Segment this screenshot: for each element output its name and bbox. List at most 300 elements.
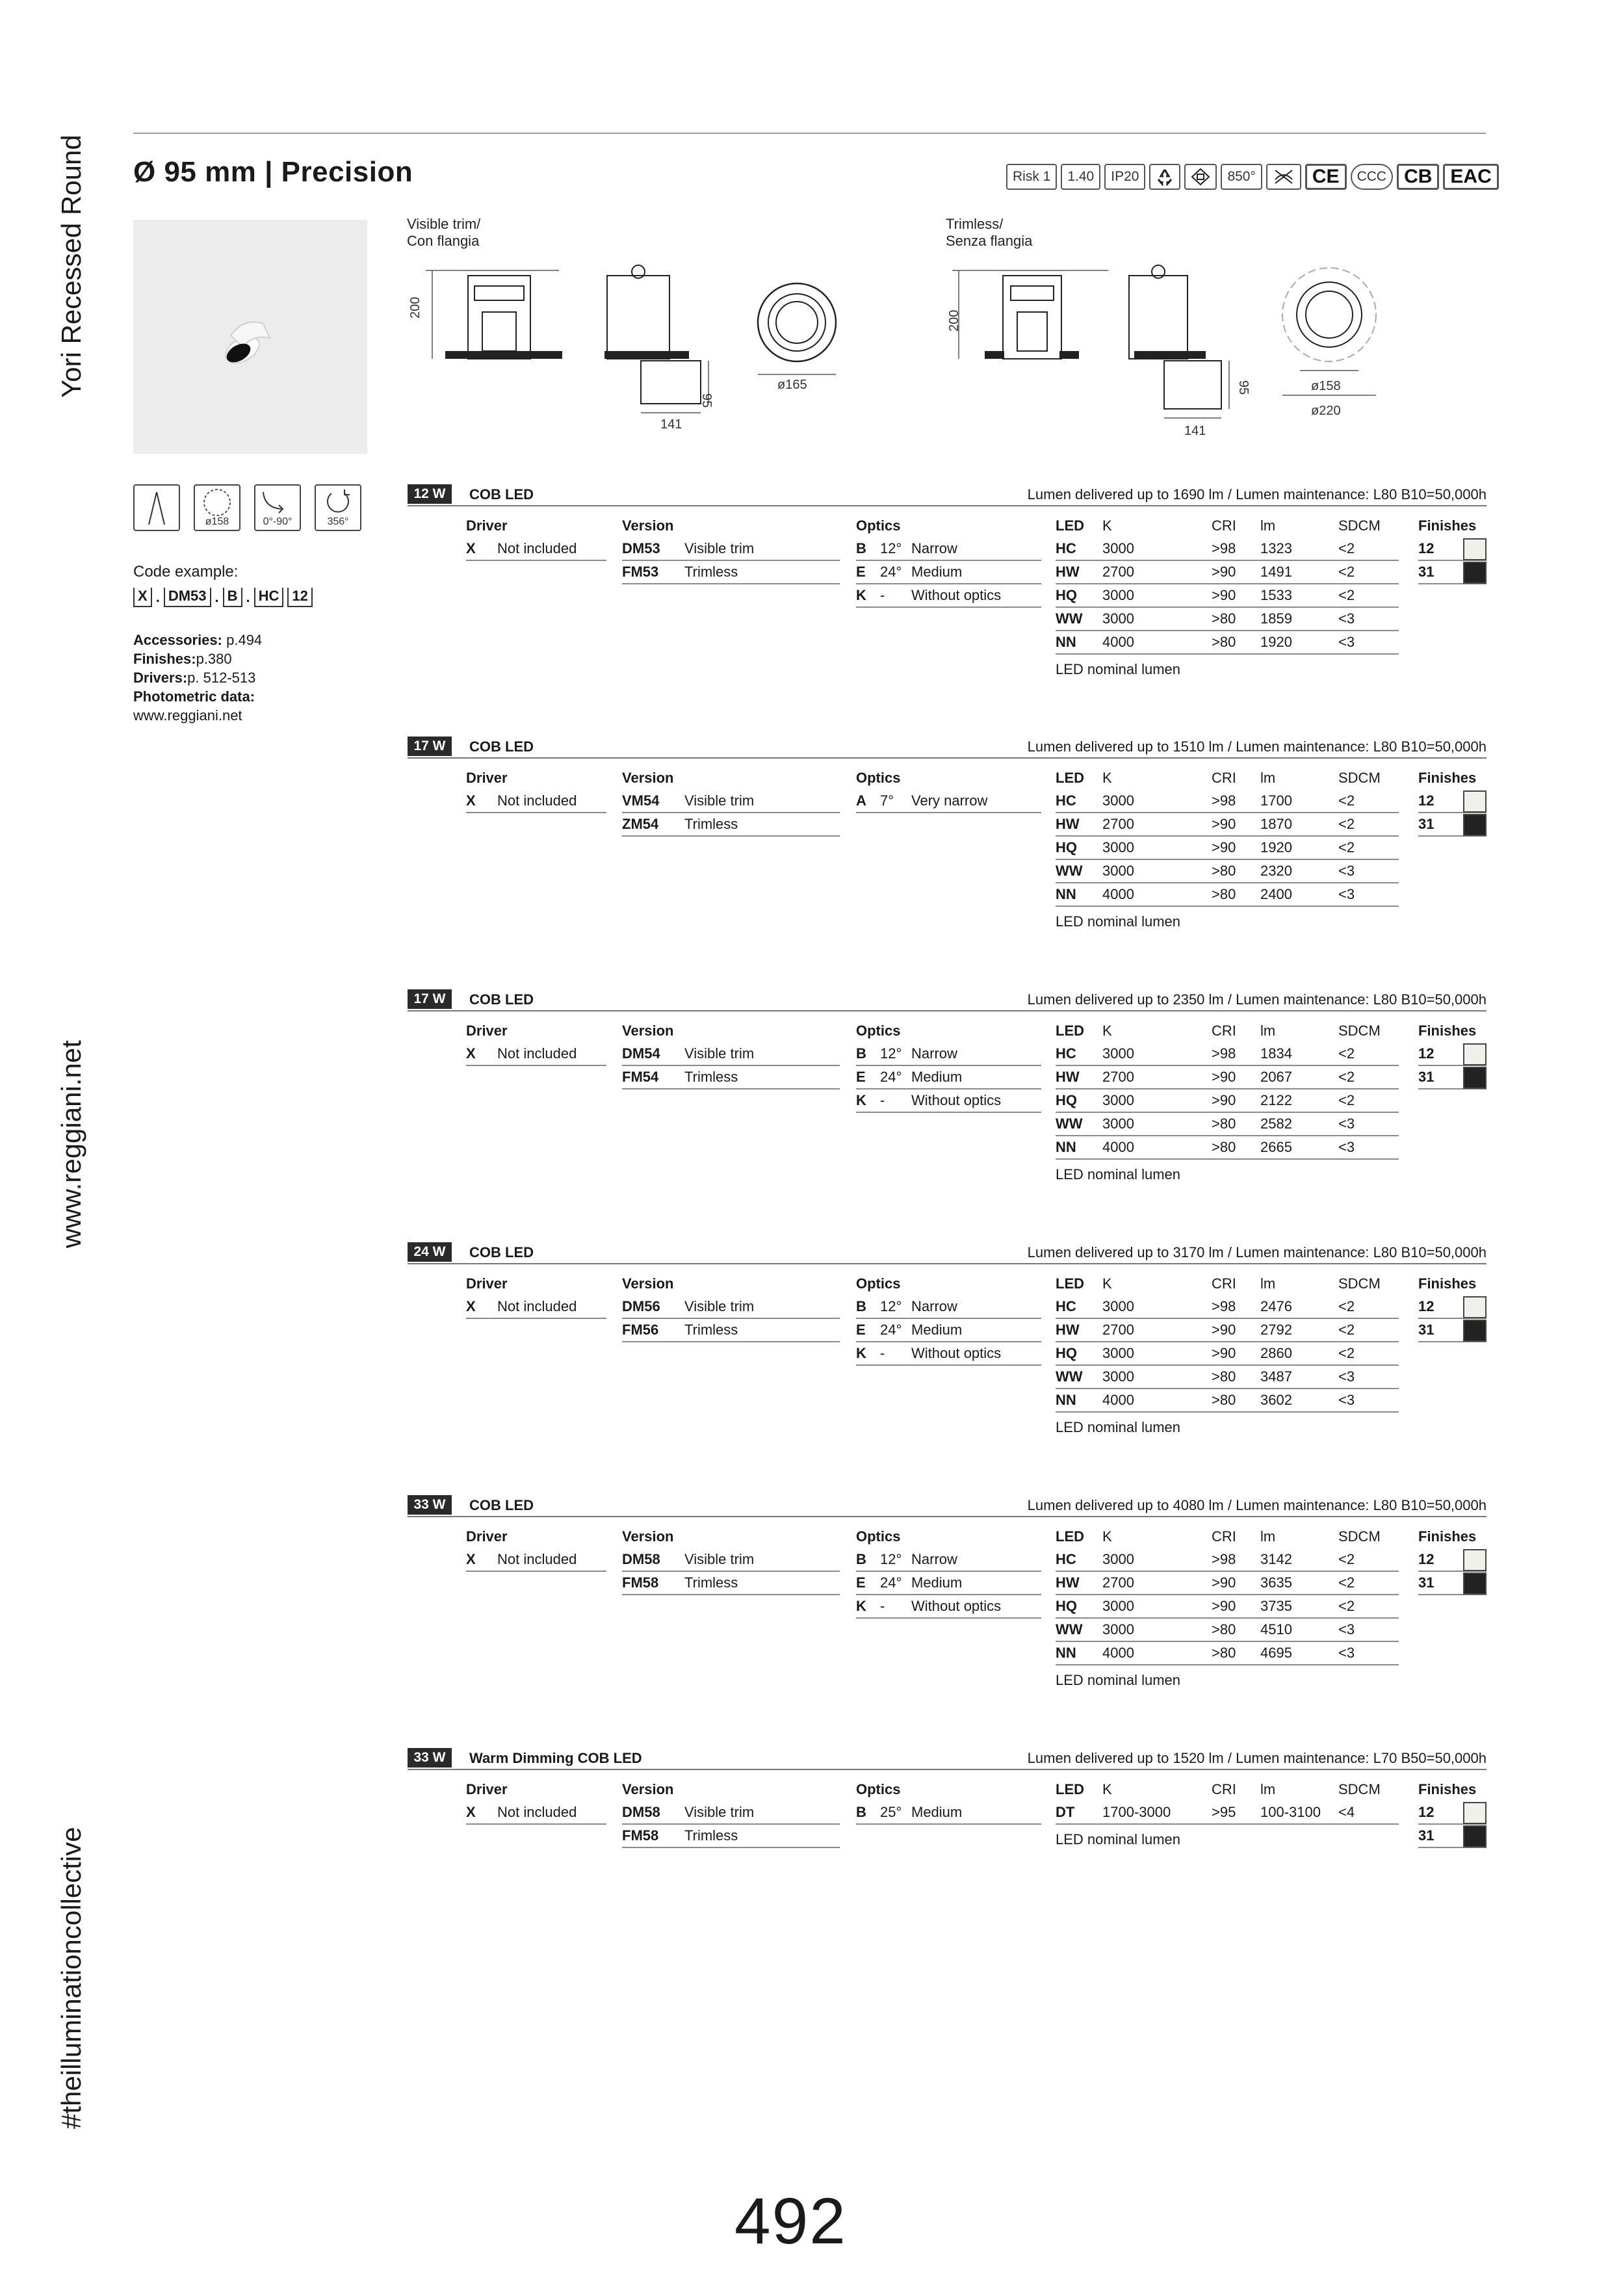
led-header-k: K [1102, 517, 1112, 534]
version-option[interactable] [622, 1066, 840, 1089]
led-lm: 2476 [1260, 1298, 1292, 1314]
led-lm: 2582 [1260, 1115, 1292, 1132]
led-header-sdcm: SDCM [1338, 1275, 1381, 1292]
led-option[interactable] [1056, 1548, 1399, 1572]
led-code: HC [1056, 540, 1076, 556]
spec-section [408, 484, 1487, 694]
finish-option[interactable] [1418, 1801, 1487, 1825]
led-header-led: LED [1056, 1781, 1084, 1797]
optics-code: E [856, 1574, 866, 1591]
driver-desc: Not included [497, 1551, 577, 1567]
optics-option[interactable] [856, 1089, 1041, 1113]
dim-trimless-height: 200 [947, 309, 961, 332]
version-code: FM56 [622, 1322, 659, 1338]
optics-angle: 24° [880, 1069, 902, 1085]
led-cri: >80 [1212, 1645, 1236, 1661]
version-desc: Visible trim [684, 792, 755, 809]
finish-code: 12 [1418, 540, 1435, 556]
optics-option[interactable] [856, 1066, 1041, 1089]
optics-code: E [856, 1069, 866, 1085]
led-header-cri: CRI [1212, 1781, 1236, 1797]
led-sdcm: <2 [1338, 540, 1355, 556]
driver-column [466, 1272, 606, 1319]
led-cri: >90 [1212, 816, 1236, 832]
optics-angle: 25° [880, 1804, 902, 1820]
cert-risk: Risk 1 [1006, 164, 1057, 190]
driver-option[interactable] [466, 1043, 606, 1066]
section-header [408, 737, 1487, 759]
finish-code: 12 [1418, 1551, 1435, 1567]
led-lm: 1834 [1260, 1045, 1292, 1062]
version-option[interactable] [622, 1296, 840, 1319]
led-sdcm: <2 [1338, 564, 1355, 580]
led-k: 4000 [1102, 1645, 1134, 1661]
version-option[interactable] [622, 1572, 840, 1595]
side-website[interactable]: www.reggiani.net [56, 1040, 86, 1248]
led-option[interactable] [1056, 1342, 1399, 1366]
version-code: FM58 [622, 1827, 659, 1844]
led-cri: >90 [1212, 1345, 1236, 1361]
led-lm: 2067 [1260, 1069, 1292, 1085]
led-header-cri: CRI [1212, 1023, 1236, 1039]
optics-code: K [856, 1598, 866, 1614]
section-header [408, 1495, 1487, 1517]
finish-swatch [1463, 1825, 1487, 1847]
led-header-k: K [1102, 770, 1112, 786]
led-code: HQ [1056, 839, 1077, 855]
led-option[interactable] [1056, 1366, 1399, 1389]
led-sdcm: <4 [1338, 1804, 1355, 1820]
led-sdcm: <2 [1338, 792, 1355, 809]
led-sdcm: <2 [1338, 1322, 1355, 1338]
version-code: FM54 [622, 1069, 659, 1085]
led-code: WW [1056, 1621, 1083, 1637]
finish-swatch [1463, 1296, 1487, 1318]
driver-column [466, 1778, 606, 1825]
led-nominal-note: LED nominal lumen [1056, 1419, 1180, 1435]
led-k: 1700-3000 [1102, 1804, 1171, 1820]
info-block: Accessories: p.494 Finishes:p.380 Drivers:p. 512-513 Photometric data: www.reggiani.net [133, 632, 263, 724]
led-nominal-note: LED nominal lumen [1056, 913, 1180, 930]
version-header: Version [622, 517, 674, 534]
finishes-column [1418, 1778, 1487, 1848]
version-header: Version [622, 1275, 674, 1292]
optics-desc: Medium [911, 1804, 963, 1820]
led-option[interactable] [1056, 1043, 1399, 1066]
led-k: 4000 [1102, 886, 1134, 902]
led-header-cri: CRI [1212, 770, 1236, 786]
led-option[interactable] [1056, 1089, 1399, 1113]
led-cri: >90 [1212, 564, 1236, 580]
cert-ip: IP20 [1104, 164, 1145, 190]
led-code: WW [1056, 863, 1083, 879]
optics-option[interactable] [856, 584, 1041, 608]
version-option[interactable] [622, 1548, 840, 1572]
led-k: 3000 [1102, 610, 1134, 627]
led-k: 3000 [1102, 1551, 1134, 1567]
lumen-info: Lumen delivered up to 4080 lm / Lumen maintenance: L80 B10=50,000h [1027, 1497, 1487, 1513]
led-option[interactable] [1056, 584, 1399, 608]
led-column [1056, 1525, 1399, 1689]
driver-option[interactable] [466, 1548, 606, 1572]
version-option[interactable] [622, 1801, 840, 1825]
led-sdcm: <2 [1338, 1345, 1355, 1361]
led-cri: >90 [1212, 1598, 1236, 1614]
led-option[interactable] [1056, 1642, 1399, 1665]
led-lm: 3635 [1260, 1574, 1292, 1591]
led-code: HC [1056, 792, 1076, 809]
version-code: FM53 [622, 564, 659, 580]
finish-swatch [1463, 1572, 1487, 1595]
led-k: 2700 [1102, 1574, 1134, 1591]
optics-code: B [856, 1045, 866, 1062]
trimless-label: Trimless/ Senza flangia [946, 216, 1033, 249]
driver-header: Driver [466, 1528, 508, 1545]
code-part-version: DM53 [164, 588, 211, 607]
spec-section [408, 737, 1487, 946]
optics-angle: 7° [880, 792, 894, 809]
version-option[interactable] [622, 1319, 840, 1342]
led-sdcm: <2 [1338, 1551, 1355, 1567]
code-example: X . DM53 . B . HC 12 [133, 588, 313, 607]
led-sdcm: <3 [1338, 1368, 1355, 1385]
version-code: VM54 [622, 792, 660, 809]
driver-option[interactable] [466, 1296, 606, 1319]
optics-header: Optics [856, 1275, 901, 1292]
led-option[interactable] [1056, 1296, 1399, 1319]
code-part-finish: 12 [287, 588, 312, 607]
led-lm: 3735 [1260, 1598, 1292, 1614]
version-option[interactable] [622, 813, 840, 837]
finish-option[interactable] [1418, 1043, 1487, 1066]
version-desc: Visible trim [684, 1551, 755, 1567]
version-column [622, 514, 840, 584]
optics-code: E [856, 564, 866, 580]
led-k: 2700 [1102, 564, 1134, 580]
led-cri: >80 [1212, 863, 1236, 879]
finish-swatch [1463, 538, 1487, 560]
finish-option[interactable] [1418, 1319, 1487, 1342]
version-option[interactable] [622, 790, 840, 813]
led-header [1056, 766, 1399, 790]
finish-swatch [1463, 790, 1487, 813]
led-sdcm: <2 [1338, 1092, 1355, 1108]
optics-column [856, 766, 1041, 813]
led-lm: 100-3100 [1260, 1804, 1321, 1820]
led-code: HQ [1056, 1092, 1077, 1108]
version-column [622, 1272, 840, 1342]
finish-code: 31 [1418, 1574, 1435, 1591]
led-option[interactable] [1056, 837, 1399, 860]
driver-option[interactable] [466, 538, 606, 561]
led-option[interactable] [1056, 1066, 1399, 1089]
finish-option[interactable] [1418, 1572, 1487, 1595]
led-header [1056, 514, 1399, 538]
led-option[interactable] [1056, 1389, 1399, 1413]
led-code: WW [1056, 1115, 1083, 1132]
optics-option[interactable] [856, 1342, 1041, 1366]
led-lm: 1323 [1260, 540, 1292, 556]
finish-option[interactable] [1418, 790, 1487, 813]
led-sdcm: <3 [1338, 886, 1355, 902]
version-code: DM58 [622, 1804, 660, 1820]
led-lm: 2860 [1260, 1345, 1292, 1361]
optics-code: E [856, 1322, 866, 1338]
led-k: 4000 [1102, 1139, 1134, 1155]
optics-angle: - [880, 1092, 885, 1108]
driver-option[interactable] [466, 1801, 606, 1825]
led-header-cri: CRI [1212, 1528, 1236, 1545]
finish-option[interactable] [1418, 1825, 1487, 1848]
led-option[interactable] [1056, 790, 1399, 813]
driver-header: Driver [466, 517, 508, 534]
optics-option[interactable] [856, 1319, 1041, 1342]
led-header-k: K [1102, 1275, 1112, 1292]
led-option[interactable] [1056, 561, 1399, 584]
code-part-led: HC [254, 588, 284, 607]
led-k: 3000 [1102, 839, 1134, 855]
wattage-badge: 12 W [408, 484, 452, 504]
led-code: NN [1056, 1392, 1076, 1408]
finish-swatch [1463, 1067, 1487, 1089]
optics-option[interactable] [856, 538, 1041, 561]
driver-desc: Not included [497, 540, 577, 556]
driver-column [466, 1019, 606, 1066]
cert-eac: EAC [1443, 164, 1498, 190]
led-option[interactable] [1056, 538, 1399, 561]
led-option[interactable] [1056, 1801, 1399, 1825]
optics-desc: Narrow [911, 1045, 957, 1062]
led-option[interactable] [1056, 1572, 1399, 1595]
driver-desc: Not included [497, 1298, 577, 1314]
optics-desc: Narrow [911, 540, 957, 556]
wattage-badge: 17 W [408, 989, 452, 1009]
recycle-icon [1149, 164, 1180, 190]
optics-desc: Without optics [911, 587, 1002, 603]
optics-angle: 12° [880, 1298, 902, 1314]
led-header-sdcm: SDCM [1338, 1528, 1381, 1545]
optics-option[interactable] [856, 1595, 1041, 1619]
visible-trim-label: Visible trim/ Con flangia [407, 216, 481, 249]
led-option[interactable] [1056, 813, 1399, 837]
led-k: 2700 [1102, 1069, 1134, 1085]
led-option[interactable] [1056, 1113, 1399, 1136]
led-header-lm: lm [1260, 1528, 1276, 1545]
no-cover-icon [1266, 164, 1301, 190]
led-option[interactable] [1056, 608, 1399, 631]
dim-trimless-depth: 95 [1236, 380, 1251, 395]
version-code: DM58 [622, 1551, 660, 1567]
photometric-link[interactable]: www.reggiani.net [133, 707, 242, 724]
version-desc: Trimless [684, 1069, 738, 1085]
led-k: 3000 [1102, 1598, 1134, 1614]
led-k: 3000 [1102, 1368, 1134, 1385]
led-option[interactable] [1056, 1595, 1399, 1619]
led-cri: >90 [1212, 1069, 1236, 1085]
optics-angle: 24° [880, 1322, 902, 1338]
led-header-cri: CRI [1212, 1275, 1236, 1292]
optics-column [856, 1019, 1041, 1113]
tilt-icon: 0°-90° [254, 484, 301, 531]
optics-header: Optics [856, 1023, 901, 1039]
version-column [622, 766, 840, 837]
side-product-family: Yori Recessed Round [56, 135, 86, 398]
optics-header: Optics [856, 770, 901, 786]
section-header [408, 484, 1487, 506]
led-k: 2700 [1102, 816, 1134, 832]
optics-angle: - [880, 1345, 885, 1361]
spec-section [408, 1495, 1487, 1704]
led-k: 4000 [1102, 1392, 1134, 1408]
optics-option[interactable] [856, 561, 1041, 584]
led-option[interactable] [1056, 1319, 1399, 1342]
optics-angle: - [880, 1598, 885, 1614]
wattage-badge: 17 W [408, 737, 452, 756]
led-header-k: K [1102, 1781, 1112, 1797]
led-code: HW [1056, 1069, 1080, 1085]
version-desc: Trimless [684, 816, 738, 832]
led-option[interactable] [1056, 883, 1399, 907]
finish-code: 31 [1418, 1069, 1435, 1085]
finishes-header: Finishes [1418, 1781, 1477, 1797]
led-lm: 1859 [1260, 610, 1292, 627]
led-option[interactable] [1056, 1619, 1399, 1642]
section-header [408, 989, 1487, 1011]
finish-option[interactable] [1418, 538, 1487, 561]
led-k: 3000 [1102, 587, 1134, 603]
wattage-badge: 33 W [408, 1748, 452, 1768]
feature-icons [133, 484, 361, 531]
version-code: DM54 [622, 1045, 660, 1062]
dim-trimless-inner-diameter: ø158 [1311, 379, 1341, 393]
optics-code: K [856, 1092, 866, 1108]
finish-option[interactable] [1418, 561, 1487, 584]
version-code: DM53 [622, 540, 660, 556]
optics-desc: Medium [911, 1322, 963, 1338]
source-type: COB LED [469, 991, 534, 1008]
cutout-icon: ø158 [194, 484, 240, 531]
version-option[interactable] [622, 538, 840, 561]
finish-option[interactable] [1418, 1066, 1487, 1089]
finishes-column [1418, 514, 1487, 584]
finish-swatch [1463, 562, 1487, 584]
led-sdcm: <3 [1338, 610, 1355, 627]
led-sdcm: <2 [1338, 1574, 1355, 1591]
optics-code: B [856, 1551, 866, 1567]
version-option[interactable] [622, 1043, 840, 1066]
led-header-led: LED [1056, 770, 1084, 786]
led-header [1056, 1525, 1399, 1548]
led-lm: 1533 [1260, 587, 1292, 603]
finish-code: 31 [1418, 1322, 1435, 1338]
led-cri: >80 [1212, 1621, 1236, 1637]
led-k: 3000 [1102, 1045, 1134, 1062]
led-code: HC [1056, 1045, 1076, 1062]
led-code: HW [1056, 564, 1080, 580]
page-title: Ø 95 mm | Precision [133, 156, 413, 188]
led-code: HC [1056, 1551, 1076, 1567]
led-lm: 1920 [1260, 839, 1292, 855]
version-desc: Trimless [684, 1827, 738, 1844]
version-column [622, 1525, 840, 1595]
version-desc: Visible trim [684, 1045, 755, 1062]
led-sdcm: <2 [1338, 816, 1355, 832]
finishes-header: Finishes [1418, 517, 1477, 534]
led-header-k: K [1102, 1023, 1112, 1039]
finish-code: 12 [1418, 792, 1435, 809]
finish-option[interactable] [1418, 813, 1487, 837]
optics-option[interactable] [856, 1801, 1041, 1825]
led-code: NN [1056, 1139, 1076, 1155]
dim-visible-height: 200 [408, 296, 422, 319]
optics-desc: Medium [911, 564, 963, 580]
led-option[interactable] [1056, 631, 1399, 655]
optics-code: K [856, 587, 866, 603]
lumen-info: Lumen delivered up to 3170 lm / Lumen maintenance: L80 B10=50,000h [1027, 1244, 1487, 1260]
version-column [622, 1778, 840, 1848]
driver-header: Driver [466, 1781, 508, 1797]
source-type: COB LED [469, 1497, 534, 1513]
led-cri: >98 [1212, 792, 1236, 809]
version-option[interactable] [622, 561, 840, 584]
optics-option[interactable] [856, 1548, 1041, 1572]
optics-option[interactable] [856, 790, 1041, 813]
optics-column [856, 514, 1041, 608]
led-header-lm: lm [1260, 517, 1276, 534]
optics-option[interactable] [856, 1296, 1041, 1319]
led-code: HW [1056, 816, 1080, 832]
led-sdcm: <2 [1338, 1045, 1355, 1062]
optics-option[interactable] [856, 1043, 1041, 1066]
led-lm: 2122 [1260, 1092, 1292, 1108]
visible-trim-drawing [409, 260, 864, 442]
spec-section [408, 1242, 1487, 1452]
led-option[interactable] [1056, 860, 1399, 883]
led-header-sdcm: SDCM [1338, 517, 1381, 534]
led-lm: 1491 [1260, 564, 1292, 580]
led-sdcm: <2 [1338, 587, 1355, 603]
version-option[interactable] [622, 1825, 840, 1848]
optics-option[interactable] [856, 1572, 1041, 1595]
finish-option[interactable] [1418, 1548, 1487, 1572]
led-nominal-note: LED nominal lumen [1056, 661, 1180, 677]
finish-swatch [1463, 1320, 1487, 1342]
optics-code: B [856, 540, 866, 556]
section-header [408, 1242, 1487, 1264]
led-header [1056, 1272, 1399, 1296]
optics-header: Optics [856, 1781, 901, 1797]
optics-column [856, 1778, 1041, 1825]
led-lm: 1700 [1260, 792, 1292, 809]
version-code: DM56 [622, 1298, 660, 1314]
version-desc: Trimless [684, 1574, 738, 1591]
finish-option[interactable] [1418, 1296, 1487, 1319]
led-k: 2700 [1102, 1322, 1134, 1338]
led-cri: >95 [1212, 1804, 1236, 1820]
led-cri: >80 [1212, 1392, 1236, 1408]
driver-option[interactable] [466, 790, 606, 813]
led-column [1056, 766, 1399, 930]
finishes-header: Finishes [1418, 1023, 1477, 1039]
led-lm: 4695 [1260, 1645, 1292, 1661]
code-part-optics: B [223, 588, 242, 607]
led-header-sdcm: SDCM [1338, 770, 1381, 786]
optics-angle: 24° [880, 564, 902, 580]
beam-icon [133, 484, 180, 531]
optics-desc: Medium [911, 1069, 963, 1085]
led-option[interactable] [1056, 1136, 1399, 1160]
dim-visible-depth: 95 [699, 393, 714, 408]
